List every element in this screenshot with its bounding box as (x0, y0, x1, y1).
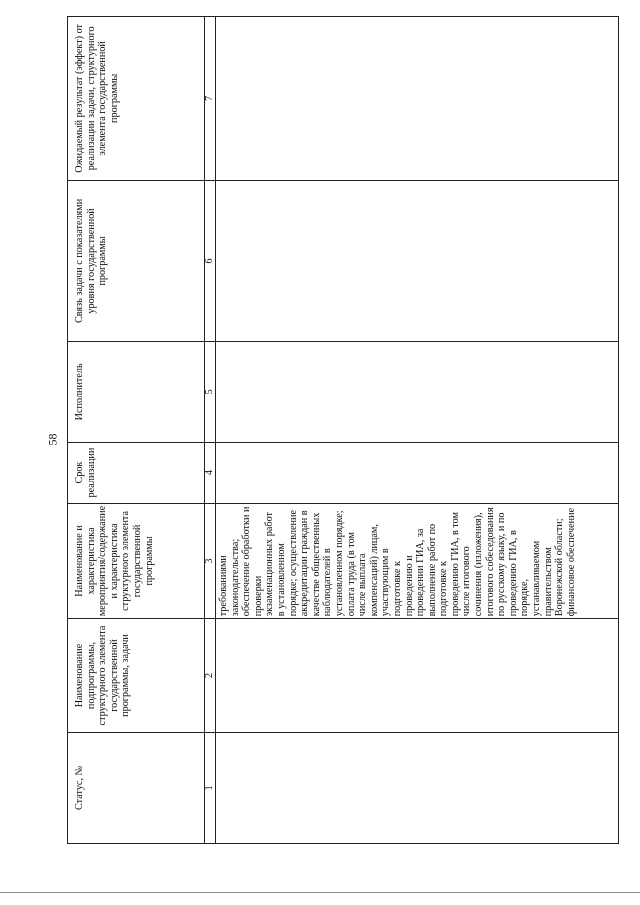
column-number: 5 (205, 342, 216, 442)
cell-status (216, 732, 619, 843)
column-number: 1 (205, 732, 216, 843)
program-table (67, 16, 619, 844)
page-number: 58 (45, 433, 60, 446)
header-result: Ожидаемый результат (эффект) от реализации задачи, структурного элемента государственной программы (68, 17, 205, 181)
table-row (216, 17, 619, 844)
header-term: Срок реализации (68, 442, 205, 503)
header-executor: Исполнитель (68, 342, 205, 442)
cell-executor (216, 342, 619, 442)
column-number: 7 (205, 17, 216, 181)
cell-subprogram (216, 619, 619, 732)
header-link: Связь задачи с показателями уровня государственной программы (68, 180, 205, 341)
cell-term (216, 442, 619, 503)
table-sheet (67, 16, 627, 844)
column-number: 3 (205, 503, 216, 619)
header-measure: Наименование и характеристика мероприятия/содержание и характеристика структурного элемента государственной программы (68, 503, 205, 619)
page-bottom-rule (0, 892, 640, 893)
column-number-row (205, 17, 216, 844)
column-number: 4 (205, 442, 216, 503)
column-number: 2 (205, 619, 216, 732)
header-subprogram: Наименование подпрограммы, структурного элемента государственной программы, задачи (68, 619, 205, 732)
column-number: 6 (205, 180, 216, 341)
cell-measure: требованиями законодательства; обеспечение обработки и проверки экзаменационных работ в установленном порядке; осуществление аккредитации граждан в качестве общественных наблюдателей в установленном порядке; оплата труда (в том числе выплата компенсаций) лицам, участвующим в подготовке к проведению и проведении ГИА, за выполнение работ по подготовке к проведению ГИА, в том числе итогового сочинения (изложения), итогового собеседования по русскому языку, и по проведению ГИА, в порядке, устанавливаемом правительством Воронежской области; финансовое обеспечение (216, 503, 619, 619)
cell-result (216, 17, 619, 181)
table-header-row (68, 17, 205, 844)
header-status: Статус, № (68, 732, 205, 843)
cell-link (216, 180, 619, 341)
